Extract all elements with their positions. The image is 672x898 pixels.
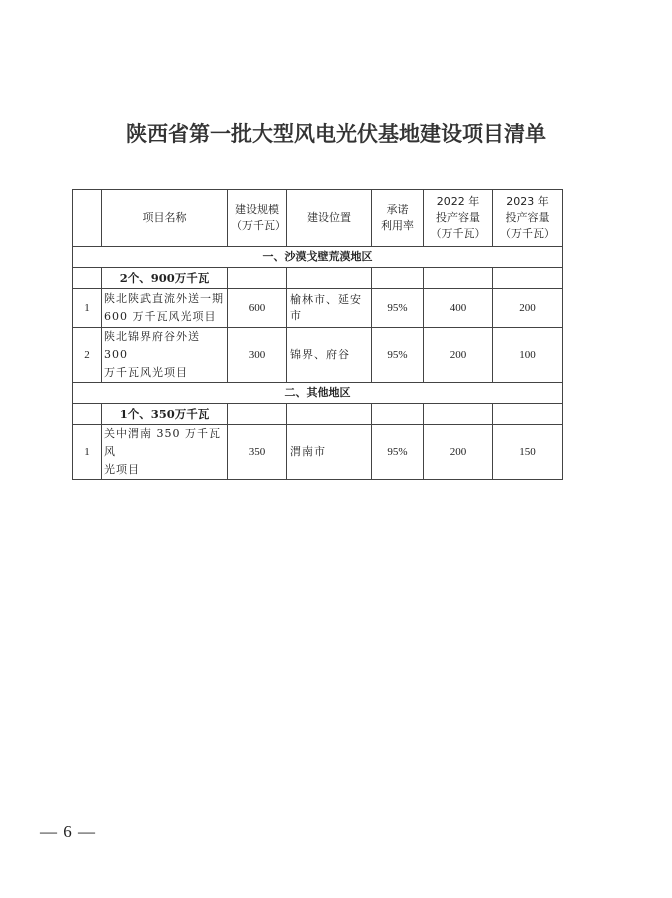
project-scale: 600 (228, 289, 287, 328)
project-utilization: 95% (372, 328, 424, 383)
header-capacity-2023: 2023 年 投产容量 （万千瓦） (493, 190, 563, 247)
empty-cell (228, 404, 287, 425)
project-capacity-2023: 100 (493, 328, 563, 383)
project-location: 锦界、府谷 (287, 328, 372, 383)
page-number: — 6 — (40, 822, 96, 841)
table-row (73, 328, 563, 383)
empty-cell (372, 268, 424, 289)
subtotal-row (73, 268, 563, 289)
row-index: 2 (73, 328, 102, 383)
section-row (73, 383, 563, 404)
empty-cell (372, 404, 424, 425)
project-name: 陕北陕武直流外送一期 600 万千瓦风光项目 (102, 289, 228, 328)
empty-cell (228, 268, 287, 289)
table-row (73, 289, 563, 328)
section-title: 一、沙漠戈壁荒漠地区 (73, 247, 563, 268)
header-location: 建设位置 (287, 190, 372, 247)
empty-cell (73, 404, 102, 425)
header-capacity-2022: 2022 年 投产容量 （万千瓦） (424, 190, 493, 247)
project-name: 关中渭南 350 万千瓦风 光项目 (102, 425, 228, 480)
section-title: 二、其他地区 (73, 383, 563, 404)
project-capacity-2023: 200 (493, 289, 563, 328)
header-utilization: 承诺 利用率 (372, 190, 424, 247)
empty-cell (73, 268, 102, 289)
empty-cell (287, 268, 372, 289)
table-row (73, 425, 563, 480)
project-scale: 350 (228, 425, 287, 480)
project-utilization: 95% (372, 425, 424, 480)
project-capacity-2022: 200 (424, 425, 493, 480)
empty-cell (424, 404, 493, 425)
project-location: 榆林市、延安市 (287, 289, 372, 328)
empty-cell (493, 404, 563, 425)
table-header-row (73, 190, 563, 247)
project-list-table (72, 189, 563, 480)
empty-cell (287, 404, 372, 425)
project-capacity-2022: 200 (424, 328, 493, 383)
project-capacity-2022: 400 (424, 289, 493, 328)
row-index: 1 (73, 425, 102, 480)
subtotal-label: 2个、900万千瓦 (102, 268, 228, 289)
header-scale: 建设规模 （万千瓦） (228, 190, 287, 247)
section-row (73, 247, 563, 268)
project-scale: 300 (228, 328, 287, 383)
header-name: 项目名称 (102, 190, 228, 247)
header-index (73, 190, 102, 247)
subtotal-label: 1个、350万千瓦 (102, 404, 228, 425)
project-capacity-2023: 150 (493, 425, 563, 480)
row-index: 1 (73, 289, 102, 328)
project-location: 渭南市 (287, 425, 372, 480)
empty-cell (493, 268, 563, 289)
empty-cell (424, 268, 493, 289)
project-name: 陕北锦界府谷外送 300 万千瓦风光项目 (102, 328, 228, 383)
document-title: 陕西省第一批大型风电光伏基地建设项目清单 (126, 121, 546, 146)
project-utilization: 95% (372, 289, 424, 328)
subtotal-row (73, 404, 563, 425)
